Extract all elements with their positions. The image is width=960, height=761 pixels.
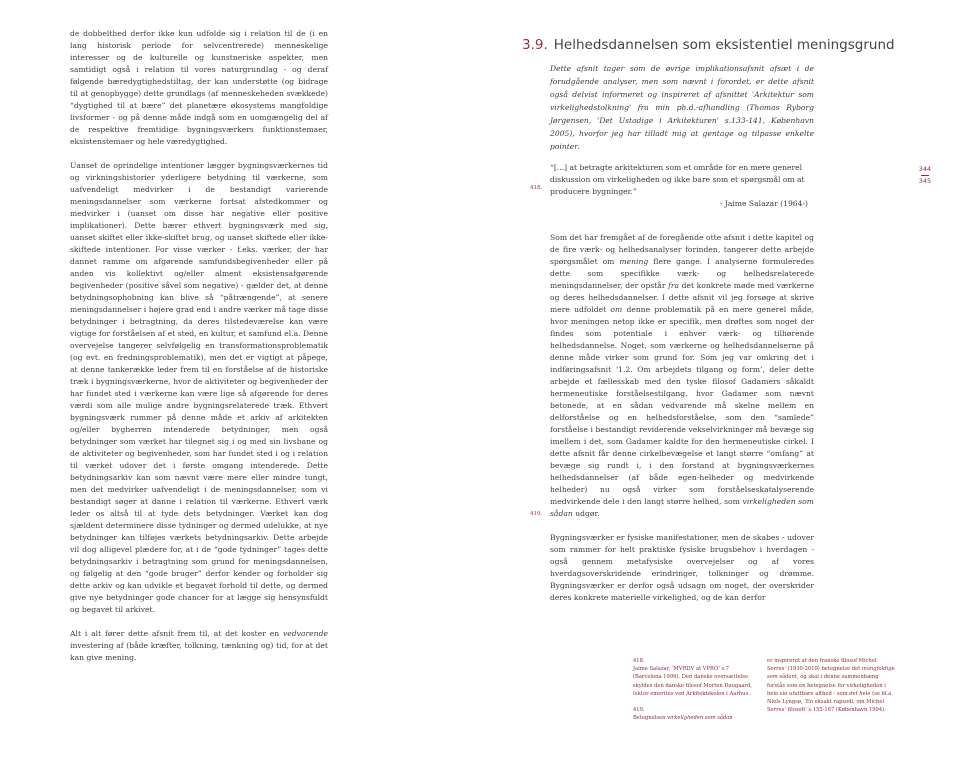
- text-run: er inspireret af den franske filosof Michel Serres’ (1930-2019) betegnelse det: [767, 658, 877, 673]
- quote-text: “[...] at betragte arkitekturen som et område for en mere generel diskussion om virkeligheden og ikke bare som et spørgsmål om at producere bygninger.”: [550, 163, 805, 196]
- emphasis: fra: [668, 281, 680, 290]
- quote-attribution: - Jaime Salazar (1964-): [719, 199, 808, 208]
- emphasis: mening: [619, 257, 649, 266]
- intro-note: Dette afsnit tager som de øvrige implikationsafsnit afsæt i de forudgående analyser, men som nævnt i forordet, er dette afsnit også delvist informeret og inspireret af afsnittet 'Arkitektur som virkelighedstolkning' fra min ph.d.-afhandling (Thomas Ryborg Jørgensen, 'Det Ustadige i Arkitekturen' s.133-141, København 2005), hvorfor jeg har tilladt mig at gentage og tilpasse enkelte pointer.: [550, 64, 814, 151]
- right-page: [480, 0, 960, 761]
- footnote-marker-418[interactable]: 418.: [530, 185, 543, 191]
- text-run: flere gange. I analyserne formuleredes dette som specifikke værk- og helhedsrelaterede meningsdannelser, der opstår: [550, 257, 814, 290]
- section-number: 3.9.: [522, 37, 548, 54]
- emphasis: vedvarende: [282, 629, 328, 638]
- footnotes-column-1: [633, 657, 757, 722]
- text-run: Alt i alt fører dette afsnit frem til, at det koster en: [70, 629, 283, 638]
- text-run: denne problematik på en mere generel måde, hvor meningen netop ikke er specifik, men drøftes som noget der findes som potentiale i enhver værk- og tilhørende helhedsdannelse. Noget, som værkerne og helhedsdannelserne på denne måde virker som grund for. Som jeg var omkring det i indføringsafsnit ‘1.2. Om arbejdets tilgang og form’, deler dette arbejde et fællesskab med den tyske filosof Gadamers såkaldt hermeneutiske forståelsestilgang, hvor Gadamer som nævnt betonede, at en sådan vedvarende må skelne mellem en delforståelse og en helhedsforståelse, som den “samlede” forståelse i bestandigt reviderende vekselvirkninger må bevæge sig imellem i det, som Gadamer kaldte for den hermeneutiske cirkel. I dette afsnit får denne cirkelbevægelse et langt større “omfang” at bevæge sig rundt i, i den forstand at bygningsværkernes helhedsdannelser (af både egen-helheder og medvirkende helheder) nu også virker som forståelseskatalyserende medvirkende dele i den langt større helhed, som: [550, 305, 814, 506]
- emphasis: om: [610, 305, 623, 314]
- paragraph-final: [70, 628, 328, 664]
- paragraph: Uanset de oprindelige intentioner lægger bygningsværkernes tid og virkningshistorier yderligere betydning til værkerne, som uafvendeligt medvirker i de bestandigt varierende meningsdannelser som værkerne fortsat afstedkommer og medvirker i (uanset om disse har negative eller positive implikationer). Dette bærer ethvert bygningsværk med sig, uanset skiftet eller ikke-skiftet brug, og uanset skiftede eller ikke-skiftede intentioner. For visse værker - f.eks. værker, der har dannet ramme om afgørende samfundsbegivenheder eller på anden vis kollektivt og/eller alment eksistensafgørende begivenheder (positive såvel som negative) - gælder det, at denne betydningsophobning kan blive så “påtrængende”, at senere meningsdannelser i højere grad end i andre værker må tage disse betydninger i betragtning, da deres tilstedeværelse kan være vigtige for forståelsen af et sted, en kultur, et samfund el.a. Denne overvejelse tangerer selvfølgelig en transformationsproblematik (og evt. en fredningsproblematik), men det er vigtigt at påpege, at denne tankerække leder frem til en forståelse af de historiske træk i bygningsværkerne, hvor de aktiviteter og begivenheder der har fundet sted i værkerne kan være lige så afgørende for deres værdi som alle mulige andre bygningsrelaterede træk. Ethvert bygningsværk rummer på denne måde et arkiv af arkitekten og/eller bygherren intenderede betydninger, men også betydninger som værket har tilegnet sig i og med sin livsbane og de aktiviteter og begivenheder, som har fundet sted i og i relation til værket udover det i første omgang intenderede. Dette betydningsarkiv kan som nævnt være mere eller mindre tungt, men det medvirker uafvendeligt i de meningsdannelser, som vi bestandigt søger at danne i relation til værkerne. Ethvert værk leder os altså til at tyde dets betydninger. Værket kan dog sjældent determinere disse tydninger og dermed udelukke, at nye betydninger kan tilføjes værkets betydningsarkiv. Dette arbejde vil dog alligevel plædere for, at i de “gode tydninger” tages dette betydningsarkiv i betragtning som grund for meningsdannelsen, og følgelig at den “gode bruger” derfor kender og forholder sig dette arkiv og kan udvikle et begavet forhold til dette, og dermed give nye betydninger gode chancer for at lægge sig hensynsfuldt og begavet til arkivet.: [70, 161, 328, 614]
- emphasis: det hele: [849, 690, 871, 697]
- text-run: (se bl.a. Niels Lyngsø, ‘En eksakt rapsodi, om Michel Serres’ filosofi’ s.155-167 (København 1994).: [767, 690, 893, 714]
- text-run: , og skal i denne sammenhæng forstås som en betegnelse for virkeligheden i hele sin ufattbare althed - som: [767, 674, 886, 697]
- paragraph: Bygningsværker er fysiske manifestationer, men de skabes - udover som rammer for helt praktiske fysiske brugsbehov i hverdagen - også gennem metafysiske overvejelser og af vores hverdagsoverskridende erindringer, tolkninger og drømme. Bygningsværker er derfor også udsagn om noget, der overskrider deres konkrete materielle virkelighed, og de kan derfor: [550, 533, 814, 602]
- footnote-marker-419[interactable]: 419.: [530, 511, 543, 517]
- page-number-bottom: 345: [918, 177, 932, 185]
- text-run: Betegnelsen: [633, 715, 668, 722]
- page-number-divider: [921, 175, 929, 176]
- emphasis: virkeligheden som sådan: [550, 497, 814, 518]
- footnote-number: 418.: [633, 658, 645, 664]
- footnote-text: Jaime Salazar, ‘MVRDV at VPRO’ s.7 (Barcelona 1999). Den danske oversættelse skyldes den danske filosof Morten Daugaard, lektor emeritus ved Arkitektskolen i Aarhus.: [633, 666, 752, 697]
- text-run: det konkrete møde med værkerne og deres helhedsdannelser. I dette afsnit vil jeg forsøge at skrive mere udfoldet: [550, 281, 814, 314]
- footnotes-column-2: [767, 657, 897, 714]
- epigraph-quote: [550, 162, 820, 210]
- emphasis: virkeligheden som sådan: [667, 715, 733, 722]
- paragraph: de dobbelthed derfor ikke kun udfolde sig i relation til de (i en lang historisk periode for selvcentrerede) menneskelige interesser og de kulturelle og kunstneriske aspekter, men samtidigt også i relation til vores naturgrundlag - og deraf følgende bæredygtighedstiltag, der kan understøtte (og bidrage til at genopbygge) dette grundlags (af menneskeheden svækkede) “dygtighed til at bære” det planetære økosystems mangfoldige livsformer - og på denne måde indgå som en uomgængelig del af de respektive fremtidige bygningsværkers funktionstemaer, eksistenstemaer og hele væredygtighed.: [70, 29, 328, 146]
- main-text-column: [550, 232, 814, 616]
- footnote-number: 419.: [633, 707, 645, 714]
- text-run: udgør.: [572, 509, 600, 518]
- paragraph: [550, 232, 814, 520]
- section-heading: [522, 37, 895, 53]
- emphasis: mangfoldige som sådant: [767, 666, 895, 681]
- text-run: investering af (både kræfter, tolkning, tænkning og) tid, for at det kan give mening.: [70, 641, 328, 662]
- page-number: [910, 165, 940, 186]
- text-run: Som det har fremgået af de foregående otte afsnit i dette kapitel og de fire værk- og helhedsanalyser forinden, tangerer dette arbejde spørgsmålet om: [550, 233, 814, 266]
- section-title: Helhedsdannelsen som eksistentiel meningsgrund: [553, 37, 895, 54]
- left-text-column: [70, 28, 328, 676]
- page-number-top: 344: [918, 165, 932, 173]
